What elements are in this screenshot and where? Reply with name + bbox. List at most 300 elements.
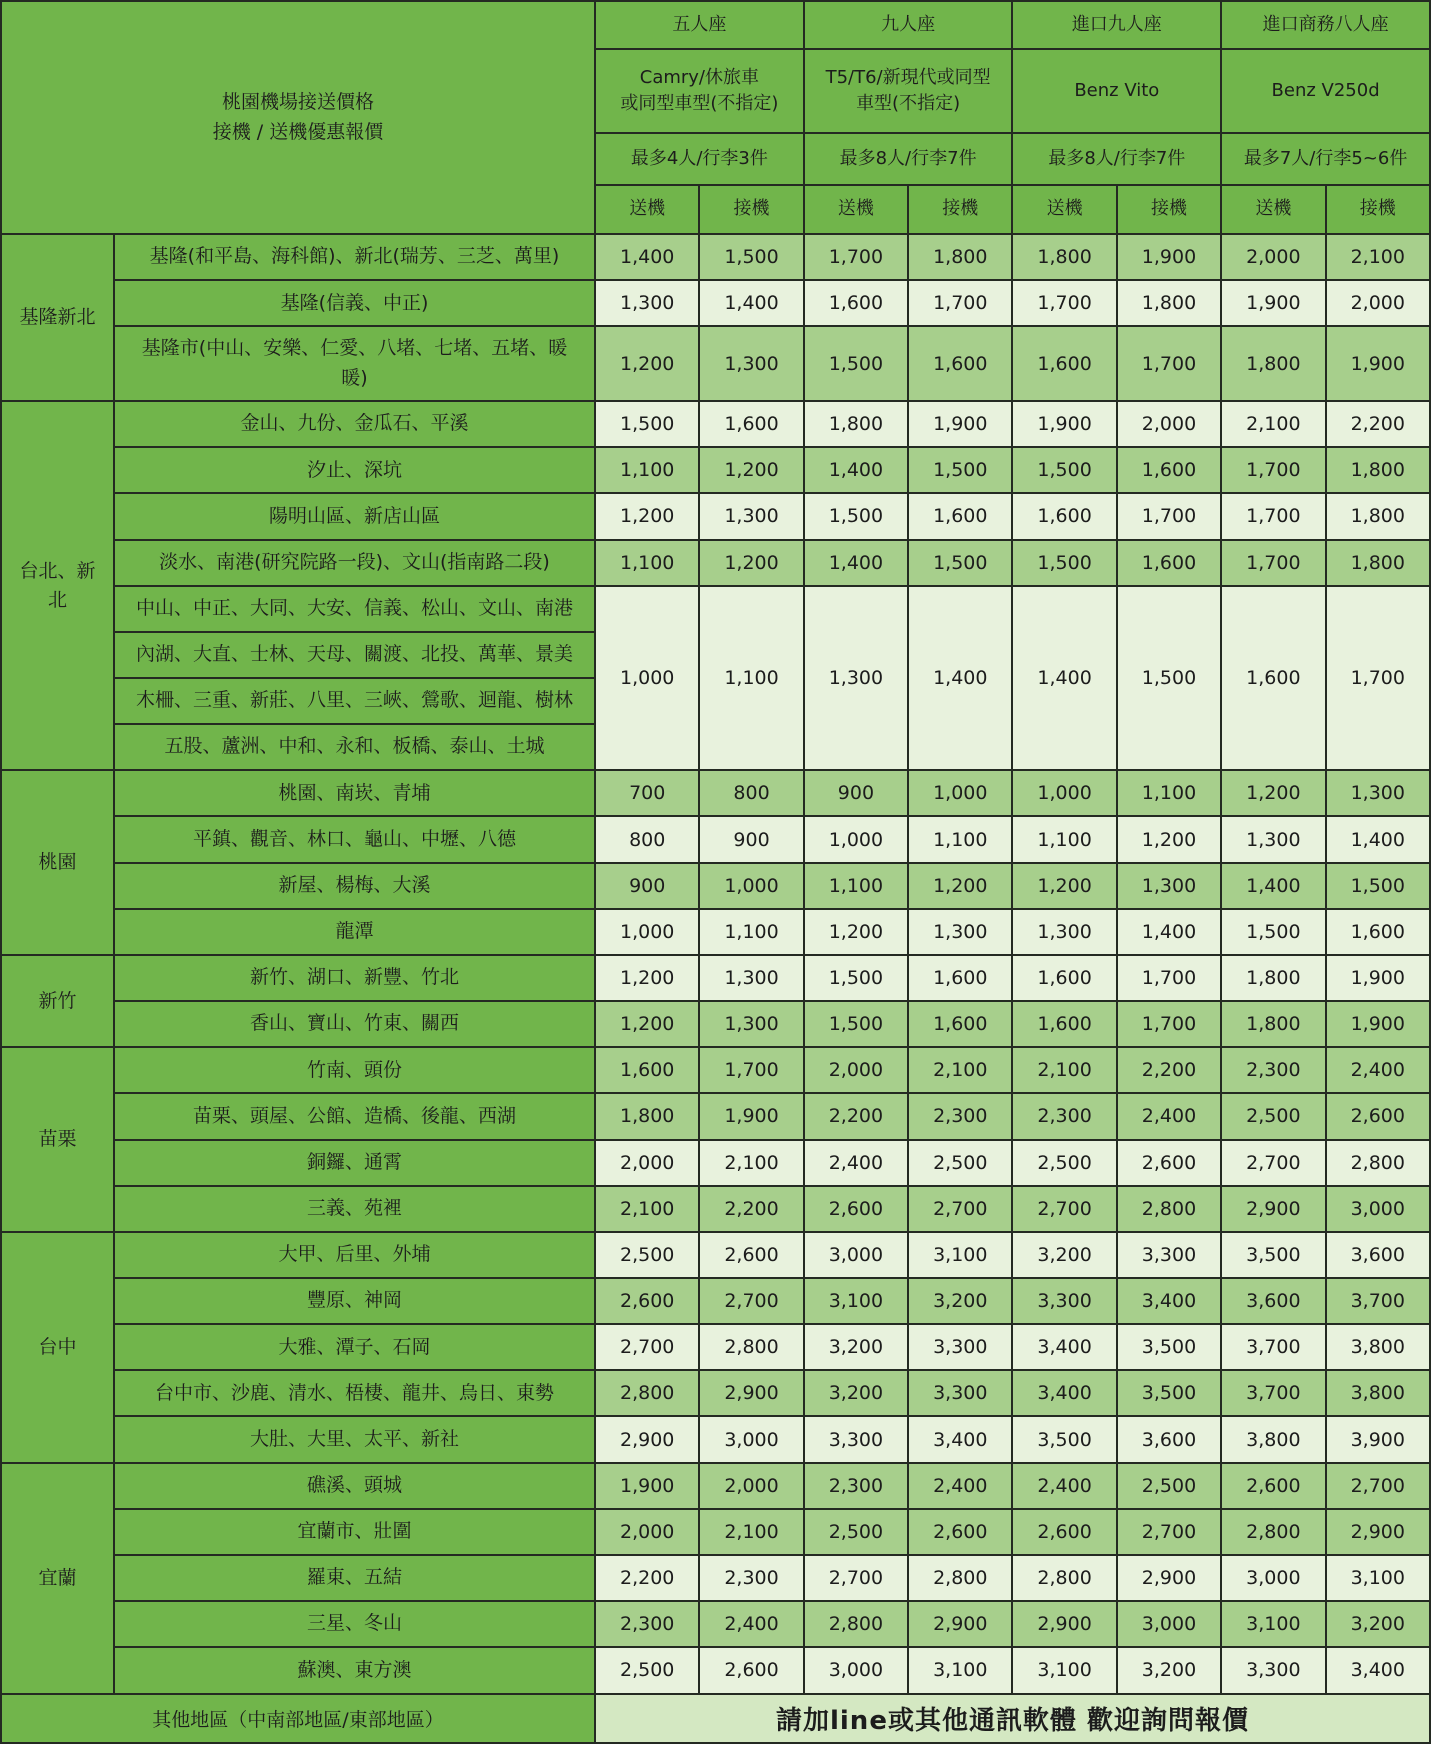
dropoff-price-cell: 2,500 [1221,1093,1325,1139]
dropoff-price-cell: 2,000 [804,1047,908,1093]
table-row [1,1232,1430,1278]
dropoff-price-cell: 1,700 [1221,540,1325,586]
dropoff-price-cell: 1,400 [804,447,908,493]
pickup-price-cell: 2,400 [1326,1047,1430,1093]
area-name: 大雅、潭子、石岡 [114,1324,595,1370]
pickup-price-cell: 2,900 [699,1370,803,1416]
pickup-price-cell: 2,800 [699,1324,803,1370]
dropoff-price-cell: 1,200 [595,955,699,1001]
area-name: 龍潭 [114,909,595,955]
pickup-price-cell: 3,400 [1326,1647,1430,1693]
dropoff-price-cell: 1,500 [804,955,908,1001]
pickup-header: 接機 [699,185,803,234]
table-row [1,1186,1430,1232]
dropoff-price-cell: 1,200 [595,493,699,539]
dropoff-price-cell: 2,500 [595,1232,699,1278]
pickup-price-cell: 1,500 [908,540,1012,586]
pickup-price-cell: 2,600 [1326,1093,1430,1139]
dropoff-price-cell: 2,000 [595,1140,699,1186]
dropoff-price-cell: 1,600 [1221,586,1325,771]
vehicle-seat-class: 九人座 [804,1,1013,49]
dropoff-price-cell: 1,000 [804,816,908,862]
dropoff-price-cell: 3,000 [804,1232,908,1278]
pickup-price-cell: 3,200 [908,1278,1012,1324]
pickup-price-cell: 1,200 [1117,816,1221,862]
pickup-price-cell: 1,400 [1326,816,1430,862]
pickup-header: 接機 [1326,185,1430,234]
pickup-price-cell: 2,800 [908,1555,1012,1601]
dropoff-price-cell: 1,200 [595,326,699,401]
pickup-price-cell: 2,600 [699,1647,803,1693]
dropoff-price-cell: 1,300 [1221,816,1325,862]
area-name: 陽明山區、新店山區 [114,493,595,539]
dropoff-price-cell: 3,300 [1012,1278,1116,1324]
dropoff-price-cell: 3,000 [804,1647,908,1693]
pickup-price-cell: 3,900 [1326,1416,1430,1462]
dropoff-price-cell: 1,300 [595,280,699,326]
area-name: 宜蘭市、壯圍 [114,1509,595,1555]
pickup-price-cell: 1,100 [699,586,803,771]
table-row [1,447,1430,493]
pickup-price-cell: 1,900 [699,1093,803,1139]
area-name: 基隆(和平島、海科館)、新北(瑞芳、三芝、萬里) [114,234,595,280]
table-row [1,1370,1430,1416]
area-name: 平鎮、觀音、林口、龜山、中壢、八德 [114,816,595,862]
pickup-price-cell: 1,500 [908,447,1012,493]
pickup-price-cell: 1,500 [1117,586,1221,771]
pickup-price-cell: 3,300 [908,1370,1012,1416]
pickup-price-cell: 1,600 [908,493,1012,539]
area-name: 蘇澳、東方澳 [114,1647,595,1693]
dropoff-price-cell: 1,800 [1221,955,1325,1001]
dropoff-price-cell: 3,400 [1012,1370,1116,1416]
table-row [1,540,1430,586]
dropoff-price-cell: 3,300 [804,1416,908,1462]
pickup-price-cell: 2,200 [1117,1047,1221,1093]
dropoff-price-cell: 3,500 [1012,1416,1116,1462]
dropoff-price-cell: 1,500 [804,326,908,401]
dropoff-price-cell: 1,600 [1012,955,1116,1001]
dropoff-price-cell: 2,300 [595,1601,699,1647]
dropoff-price-cell: 1,000 [595,586,699,771]
pickup-price-cell: 1,700 [908,280,1012,326]
dropoff-price-cell: 1,300 [804,586,908,771]
dropoff-price-cell: 1,800 [1221,326,1325,401]
vehicle-model: Benz V250d [1221,49,1430,133]
pickup-price-cell: 2,900 [908,1601,1012,1647]
contact-message: 請加line或其他通訊軟體 歡迎詢問報價 [595,1694,1430,1743]
dropoff-price-cell: 2,700 [1221,1140,1325,1186]
region-name: 台中 [1,1232,114,1463]
pickup-price-cell: 1,700 [1117,1001,1221,1047]
dropoff-price-cell: 1,400 [804,540,908,586]
dropoff-price-cell: 3,300 [1221,1647,1325,1693]
area-name: 五股、蘆洲、中和、永和、板橋、泰山、土城 [114,724,595,770]
table-row [1,1555,1430,1601]
pickup-price-cell: 1,300 [908,909,1012,955]
region-rows [1,234,1430,1694]
area-name: 木柵、三重、新莊、八里、三峽、鶯歌、迴龍、樹林 [114,678,595,724]
table-row [1,1278,1430,1324]
dropoff-price-cell: 1,000 [1012,770,1116,816]
pickup-price-cell: 1,300 [699,1001,803,1047]
dropoff-price-cell: 800 [595,816,699,862]
dropoff-price-cell: 1,200 [804,909,908,955]
pickup-price-cell: 1,700 [1117,493,1221,539]
pickup-price-cell: 1,300 [1117,863,1221,909]
dropoff-price-cell: 1,500 [804,1001,908,1047]
pickup-price-cell: 3,100 [908,1232,1012,1278]
dropoff-header: 送機 [804,185,908,234]
pickup-price-cell: 2,400 [908,1463,1012,1509]
pickup-price-cell: 2,000 [699,1463,803,1509]
pickup-price-cell: 2,700 [1117,1509,1221,1555]
dropoff-price-cell: 1,700 [804,234,908,280]
table-row [1,326,1430,401]
dropoff-price-cell: 2,800 [804,1601,908,1647]
pickup-price-cell: 1,600 [908,1001,1012,1047]
area-name: 汐止、深坑 [114,447,595,493]
pickup-price-cell: 2,500 [1117,1463,1221,1509]
dropoff-price-cell: 3,700 [1221,1370,1325,1416]
dropoff-price-cell: 1,000 [595,909,699,955]
pickup-price-cell: 1,600 [1117,447,1221,493]
dropoff-price-cell: 1,600 [1012,493,1116,539]
dropoff-price-cell: 1,500 [1012,540,1116,586]
dropoff-price-cell: 2,600 [804,1186,908,1232]
table-row [1,955,1430,1001]
pickup-header: 接機 [908,185,1012,234]
dropoff-price-cell: 3,200 [1012,1232,1116,1278]
dropoff-price-cell: 2,900 [1221,1186,1325,1232]
dropoff-price-cell: 3,100 [1221,1601,1325,1647]
pickup-price-cell: 2,100 [699,1140,803,1186]
table-row [1,1093,1430,1139]
area-name: 銅鑼、通霄 [114,1140,595,1186]
area-name: 羅東、五結 [114,1555,595,1601]
dropoff-price-cell: 3,400 [1012,1324,1116,1370]
pickup-price-cell: 3,300 [1117,1232,1221,1278]
table-title-line-1: 桃園機場接送價格 [222,91,375,114]
table-title [1,1,595,234]
dropoff-price-cell: 1,800 [804,401,908,447]
pickup-price-cell: 2,700 [908,1186,1012,1232]
vehicle-seat-class: 進口九人座 [1012,1,1221,49]
area-name: 大甲、后里、外埔 [114,1232,595,1278]
pickup-price-cell: 2,700 [699,1278,803,1324]
pickup-price-cell: 2,200 [1326,401,1430,447]
pickup-price-cell: 2,200 [699,1186,803,1232]
dropoff-price-cell: 1,100 [595,447,699,493]
table-row [1,1509,1430,1555]
dropoff-price-cell: 2,200 [804,1093,908,1139]
area-name: 竹南、頭份 [114,1047,595,1093]
dropoff-price-cell: 2,800 [595,1370,699,1416]
pickup-price-cell: 2,700 [1326,1463,1430,1509]
pickup-price-cell: 2,900 [1117,1555,1221,1601]
dropoff-price-cell: 1,500 [1012,447,1116,493]
dropoff-price-cell: 3,100 [1012,1647,1116,1693]
vehicle-model: Camry/休旅車 或同型車型(不指定) [595,49,804,133]
pickup-price-cell: 1,600 [699,401,803,447]
pickup-price-cell: 1,900 [908,401,1012,447]
pickup-price-cell: 3,200 [1326,1601,1430,1647]
pickup-price-cell: 2,100 [1326,234,1430,280]
pickup-price-cell: 1,100 [699,909,803,955]
pickup-price-cell: 2,000 [1117,401,1221,447]
table-row [1,280,1430,326]
area-name: 中山、中正、大同、大安、信義、松山、文山、南港 [114,586,595,632]
dropoff-price-cell: 1,100 [595,540,699,586]
dropoff-price-cell: 2,300 [1012,1093,1116,1139]
pickup-price-cell: 1,200 [699,540,803,586]
dropoff-price-cell: 2,100 [595,1186,699,1232]
pickup-price-cell: 3,800 [1326,1324,1430,1370]
pickup-price-cell: 2,400 [1117,1093,1221,1139]
pickup-price-cell: 3,100 [908,1647,1012,1693]
dropoff-price-cell: 2,500 [804,1509,908,1555]
dropoff-price-cell: 1,500 [595,401,699,447]
pickup-price-cell: 1,300 [699,955,803,1001]
pickup-price-cell: 1,600 [1326,909,1430,955]
pickup-price-cell: 1,000 [908,770,1012,816]
pickup-header: 接機 [1117,185,1221,234]
region-name: 新竹 [1,955,114,1047]
dropoff-price-cell: 2,900 [1012,1601,1116,1647]
dropoff-header: 送機 [1012,185,1116,234]
dropoff-price-cell: 2,600 [1012,1509,1116,1555]
region-name: 台北、新 北 [1,401,114,770]
dropoff-price-cell: 3,800 [1221,1416,1325,1462]
region-name: 基隆新北 [1,234,114,401]
area-name: 桃園、南崁、青埔 [114,770,595,816]
dropoff-price-cell: 1,600 [1012,326,1116,401]
pickup-price-cell: 1,300 [699,326,803,401]
pickup-price-cell: 3,600 [1117,1416,1221,1462]
pickup-price-cell: 1,400 [1117,909,1221,955]
region-name: 宜蘭 [1,1463,114,1694]
table-row [1,586,1430,632]
pickup-price-cell: 1,100 [908,816,1012,862]
pickup-price-cell: 2,000 [1326,280,1430,326]
dropoff-price-cell: 1,100 [804,863,908,909]
pickup-price-cell: 3,100 [1326,1555,1430,1601]
area-name: 淡水、南港(研究院路一段)、文山(指南路二段) [114,540,595,586]
pickup-price-cell: 1,800 [1326,540,1430,586]
pickup-price-cell: 3,500 [1117,1324,1221,1370]
pickup-price-cell: 1,700 [1117,955,1221,1001]
pickup-price-cell: 3,700 [1326,1278,1430,1324]
dropoff-price-cell: 3,200 [804,1370,908,1416]
dropoff-price-cell: 1,200 [1221,770,1325,816]
dropoff-price-cell: 2,400 [1012,1463,1116,1509]
table-row [1,1647,1430,1693]
pickup-price-cell: 1,500 [1326,863,1430,909]
area-name: 新屋、楊梅、大溪 [114,863,595,909]
table-row [1,816,1430,862]
pickup-price-cell: 1,300 [699,493,803,539]
dropoff-price-cell: 3,500 [1221,1232,1325,1278]
area-name: 基隆市(中山、安樂、仁愛、八堵、七堵、五堵、暖 暖) [114,326,595,401]
dropoff-price-cell: 2,500 [1012,1140,1116,1186]
vehicle-capacity: 最多8人/行李7件 [1012,133,1221,185]
dropoff-price-cell: 2,700 [804,1555,908,1601]
dropoff-price-cell: 1,200 [595,1001,699,1047]
area-name: 新竹、湖口、新豐、竹北 [114,955,595,1001]
table-row [1,1324,1430,1370]
dropoff-price-cell: 1,900 [1221,280,1325,326]
pickup-price-cell: 3,000 [1326,1186,1430,1232]
dropoff-price-cell: 1,500 [804,493,908,539]
dropoff-price-cell: 2,500 [595,1647,699,1693]
region-name: 桃園 [1,770,114,955]
dropoff-price-cell: 2,000 [595,1509,699,1555]
area-name: 大肚、大里、太平、新社 [114,1416,595,1462]
table-row [1,1601,1430,1647]
pickup-price-cell: 3,300 [908,1324,1012,1370]
dropoff-price-cell: 2,200 [595,1555,699,1601]
pickup-price-cell: 2,600 [1117,1140,1221,1186]
dropoff-price-cell: 900 [595,863,699,909]
dropoff-header: 送機 [595,185,699,234]
dropoff-price-cell: 2,400 [804,1140,908,1186]
pickup-price-cell: 1,800 [1326,447,1430,493]
dropoff-price-cell: 1,800 [595,1093,699,1139]
table-row [1,1416,1430,1462]
other-regions-label: 其他地區（中南部地區/東部地區） [1,1694,595,1743]
pickup-price-cell: 2,500 [908,1140,1012,1186]
dropoff-price-cell: 1,700 [1221,493,1325,539]
pickup-price-cell: 1,900 [1326,955,1430,1001]
dropoff-price-cell: 2,300 [1221,1047,1325,1093]
pickup-price-cell: 1,600 [908,955,1012,1001]
vehicle-model: T5/T6/新現代或同型 車型(不指定) [804,49,1013,133]
dropoff-price-cell: 1,200 [1012,863,1116,909]
pickup-price-cell: 1,300 [1326,770,1430,816]
pickup-price-cell: 1,200 [908,863,1012,909]
dropoff-header: 送機 [1221,185,1325,234]
dropoff-price-cell: 1,400 [1012,586,1116,771]
pickup-price-cell: 1,600 [908,326,1012,401]
dropoff-price-cell: 2,600 [595,1278,699,1324]
dropoff-price-cell: 1,400 [1221,863,1325,909]
dropoff-price-cell: 900 [804,770,908,816]
area-name: 豐原、神岡 [114,1278,595,1324]
area-name: 台中市、沙鹿、清水、梧棲、龍井、烏日、東勢 [114,1370,595,1416]
pickup-price-cell: 1,000 [699,863,803,909]
area-name: 金山、九份、金瓜石、平溪 [114,401,595,447]
dropoff-price-cell: 3,700 [1221,1324,1325,1370]
pickup-price-cell: 2,900 [1326,1509,1430,1555]
dropoff-price-cell: 1,600 [1012,1001,1116,1047]
pickup-price-cell: 3,600 [1326,1232,1430,1278]
region-name: 苗栗 [1,1047,114,1232]
table-row [1,1047,1430,1093]
pickup-price-cell: 2,800 [1117,1186,1221,1232]
pickup-price-cell: 2,100 [908,1047,1012,1093]
dropoff-price-cell: 1,900 [1012,401,1116,447]
dropoff-price-cell: 2,100 [1221,401,1325,447]
area-name: 三義、苑裡 [114,1186,595,1232]
table-row [1,863,1430,909]
pickup-price-cell: 2,400 [699,1601,803,1647]
pickup-price-cell: 1,100 [1117,770,1221,816]
pickup-price-cell: 3,000 [699,1416,803,1462]
dropoff-price-cell: 2,900 [595,1416,699,1462]
dropoff-price-cell: 2,800 [1221,1509,1325,1555]
area-name: 三星、冬山 [114,1601,595,1647]
pickup-price-cell: 2,100 [699,1509,803,1555]
vehicle-capacity: 最多7人/行李5~6件 [1221,133,1430,185]
pickup-price-cell: 3,200 [1117,1647,1221,1693]
table-row [1,1463,1430,1509]
vehicle-model: Benz Vito [1012,49,1221,133]
vehicle-capacity: 最多8人/行李7件 [804,133,1013,185]
dropoff-price-cell: 2,600 [1221,1463,1325,1509]
pickup-price-cell: 1,200 [699,447,803,493]
table-row [1,234,1430,280]
table-row [1,1001,1430,1047]
table-row [1,401,1430,447]
area-name: 香山、寶山、竹東、關西 [114,1001,595,1047]
dropoff-price-cell: 1,900 [595,1463,699,1509]
dropoff-price-cell: 2,800 [1012,1555,1116,1601]
dropoff-price-cell: 2,700 [1012,1186,1116,1232]
pickup-price-cell: 1,800 [908,234,1012,280]
pickup-price-cell: 1,400 [699,280,803,326]
pickup-price-cell: 1,600 [1117,540,1221,586]
pickup-price-cell: 1,800 [1326,493,1430,539]
pickup-price-cell: 1,500 [699,234,803,280]
pickup-price-cell: 800 [699,770,803,816]
dropoff-price-cell: 1,500 [1221,909,1325,955]
dropoff-price-cell: 1,700 [1221,447,1325,493]
dropoff-price-cell: 2,300 [804,1463,908,1509]
table-row [1,770,1430,816]
dropoff-price-cell: 1,800 [1012,234,1116,280]
pickup-price-cell: 1,700 [699,1047,803,1093]
dropoff-price-cell: 2,100 [1012,1047,1116,1093]
dropoff-price-cell: 1,700 [1012,280,1116,326]
pickup-price-cell: 1,800 [1117,280,1221,326]
pickup-price-cell: 1,900 [1326,326,1430,401]
dropoff-price-cell: 1,600 [595,1047,699,1093]
pickup-price-cell: 1,700 [1326,586,1430,771]
pickup-price-cell: 3,800 [1326,1370,1430,1416]
dropoff-price-cell: 1,100 [1012,816,1116,862]
table-title-line-2: 接機 / 送機優惠報價 [212,121,384,144]
dropoff-price-cell: 3,000 [1221,1555,1325,1601]
table-row [1,1140,1430,1186]
dropoff-price-cell: 3,600 [1221,1278,1325,1324]
dropoff-price-cell: 1,600 [804,280,908,326]
dropoff-price-cell: 2,000 [1221,234,1325,280]
pickup-price-cell: 2,600 [699,1232,803,1278]
pickup-price-cell: 2,800 [1326,1140,1430,1186]
dropoff-price-cell: 3,200 [804,1324,908,1370]
dropoff-price-cell: 1,300 [1012,909,1116,955]
dropoff-price-cell: 1,800 [1221,1001,1325,1047]
pickup-price-cell: 3,000 [1117,1601,1221,1647]
table-row [1,909,1430,955]
area-name: 礁溪、頭城 [114,1463,595,1509]
dropoff-price-cell: 700 [595,770,699,816]
area-name: 內湖、大直、士林、天母、關渡、北投、萬華、景美 [114,632,595,678]
pickup-price-cell: 900 [699,816,803,862]
pickup-price-cell: 1,400 [908,586,1012,771]
dropoff-price-cell: 3,100 [804,1278,908,1324]
pickup-price-cell: 2,600 [908,1509,1012,1555]
